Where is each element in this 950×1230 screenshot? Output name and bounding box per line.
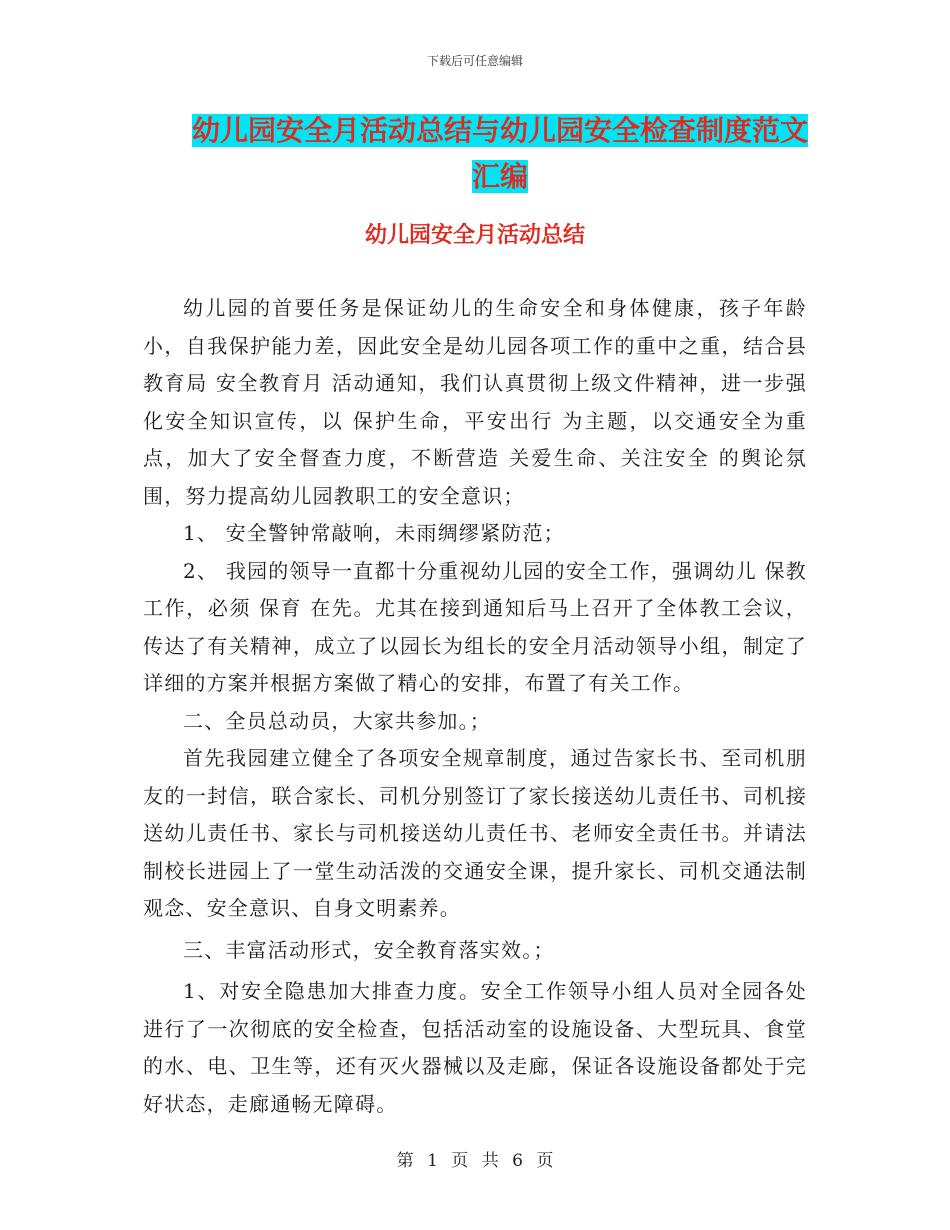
document-title — [190, 108, 810, 200]
paragraph: 1、对安全隐患加大排查力度。安全工作领导小组人员对全园各处进行了一次彻底的安全检查，包括活动室的设施设备、大型玩具、食堂的水、电、卫生等，还有灭火器械以及走廊，保证各设施设备都处于完好状态，走廊通畅无障碍。 — [143, 979, 807, 1116]
body-content — [143, 290, 807, 1123]
paragraph: 二、全员总动员，大家共参加。； — [183, 708, 491, 733]
paragraph: 幼儿园的首要任务是保证幼儿的生命安全和身体健康，孩子年龄小，自我保护能力差，因此安全是幼儿园各项工作的重中之重，结合县教育局 安全教育月 活动通知，我们认真贯彻上级文件精神，进一步强化安全知识宣传，以 保护生命，平安出行 为主题，以交通安全为重点，加大了安全督查力度，不断营造 关爱生命、关注安全 的舆论氛围，努力提高幼儿园教职工的安全意识； — [143, 296, 807, 508]
paragraph: 2、 我园的领导一直都十分重视幼儿园的安全工作，强调幼儿 保教 工作，必须 保育 在先。尤其在接到通知后马上召开了全体教工会议，传达了有关精神，成立了以园长为组长的安全月活动领导小组，制定了详细的方案并根据方案做了精心的安排，布置了有关工作。 — [143, 558, 807, 695]
header-note: 下载后可任意编辑 — [426, 54, 523, 68]
paragraph: 三、丰富活动形式，安全教育落实效。； — [183, 937, 555, 962]
document-title-text: 幼儿园安全月活动总结与幼儿园安全检查制度范文汇编 — [191, 114, 808, 193]
paragraph: 1、 安全警钟常敲响，未雨绸缪紧防范； — [183, 521, 565, 545]
paragraph: 首先我园建立健全了各项安全规章制度，通过告家长书、至司机朋友的一封信，联合家长、司机分别签订了家长接送幼儿责任书、司机接送幼儿责任书、家长与司机接送幼儿责任书、老师安全责任书。并请法制校长进园上了一堂生动活泼的交通安全课，提升家长、司机交通法制观念、安全意识、自身文明素养。 — [143, 746, 807, 920]
section-title: 幼儿园安全月活动总结 — [364, 223, 585, 248]
page-footer: 第 1 页 共 6 页 — [396, 1151, 554, 1171]
